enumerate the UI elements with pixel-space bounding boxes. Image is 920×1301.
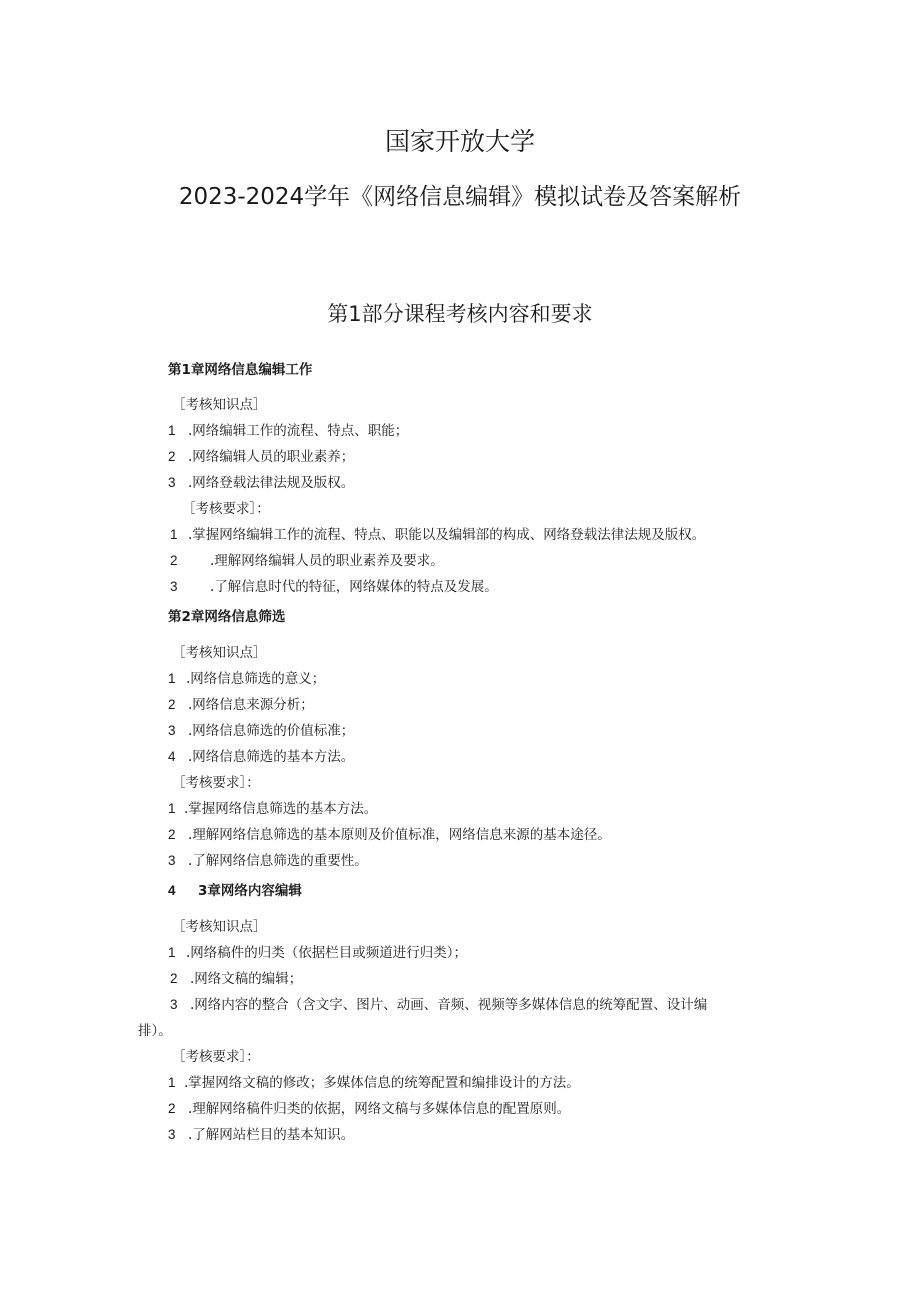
chapter-1-knowledge-label: ［考核知识点］ — [172, 397, 267, 413]
list-item: 3 .了解网站栏目的基本知识。 — [168, 1127, 355, 1143]
document-title: 2023-2024学年《网络信息编辑》模拟试卷及答案解析 — [178, 184, 742, 210]
list-item: 2 .理解网络编辑人员的职业素养及要求。 — [170, 553, 444, 569]
chapter-2-knowledge-label: ［考核知识点］ — [172, 645, 267, 661]
list-item: 1 .网络稿件的归类（依据栏目或频道进行归类）； — [168, 945, 468, 961]
chapter-2-requirements-label: ［考核要求］： — [172, 775, 260, 791]
part-title: 第1部分课程考核内容和要求 — [327, 302, 593, 326]
list-item: 1 .掌握网络编辑工作的流程、特点、职能以及编辑部的构成、网络登载法律法规及版权。 — [170, 527, 706, 543]
list-item: 2 .网络编辑人员的职业素养； — [168, 449, 355, 465]
chapter-3-knowledge-label: ［考核知识点］ — [172, 919, 267, 935]
list-item: 2 .理解网络稿件归类的依据，网络文稿与多媒体信息的配置原则。 — [168, 1101, 571, 1117]
list-item: 3 .网络登载法律法规及版权。 — [168, 475, 355, 491]
chapter-3-heading: 4 3章网络内容编辑 — [168, 883, 302, 899]
list-item: 3 .了解网络信息筛选的重要性。 — [168, 853, 368, 869]
list-item: 3 .网络内容的整合（含文字、图片、动画、音频、视频等多媒体信息的统筹配置、设计编 — [170, 997, 708, 1013]
chapter-1-requirements-label: ［考核要求］： — [182, 501, 270, 517]
list-item-continuation: 排）。 — [138, 1023, 172, 1039]
list-item: 1 .网络信息筛选的意义； — [168, 671, 326, 687]
list-item: 1 .掌握网络文稿的修改；多媒体信息的统筹配置和编排设计的方法。 — [168, 1075, 580, 1091]
chapter-1-heading: 第1章网络信息编辑工作 — [168, 362, 313, 378]
institution-header: 国家开放大学 — [384, 127, 535, 156]
list-item: 2 .网络信息来源分析； — [168, 697, 314, 713]
list-item: 2 .网络文稿的编辑； — [170, 971, 303, 987]
chapter-2-heading: 第2章网络信息筛选 — [168, 609, 286, 625]
list-item: 2 .理解网络信息筛选的基本原则及价值标准，网络信息来源的基本途径。 — [168, 827, 611, 843]
list-item: 3 .网络信息筛选的价值标准； — [168, 723, 355, 739]
list-item: 1 .掌握网络信息筛选的基本方法。 — [168, 801, 378, 817]
list-item: 3 .了解信息时代的特征，网络媒体的特点及发展。 — [170, 579, 498, 595]
chapter-3-requirements-label: ［考核要求］： — [172, 1049, 260, 1065]
list-item: 4 .网络信息筛选的基本方法。 — [168, 749, 355, 765]
list-item: 1 .网络编辑工作的流程、特点、职能； — [168, 423, 409, 439]
